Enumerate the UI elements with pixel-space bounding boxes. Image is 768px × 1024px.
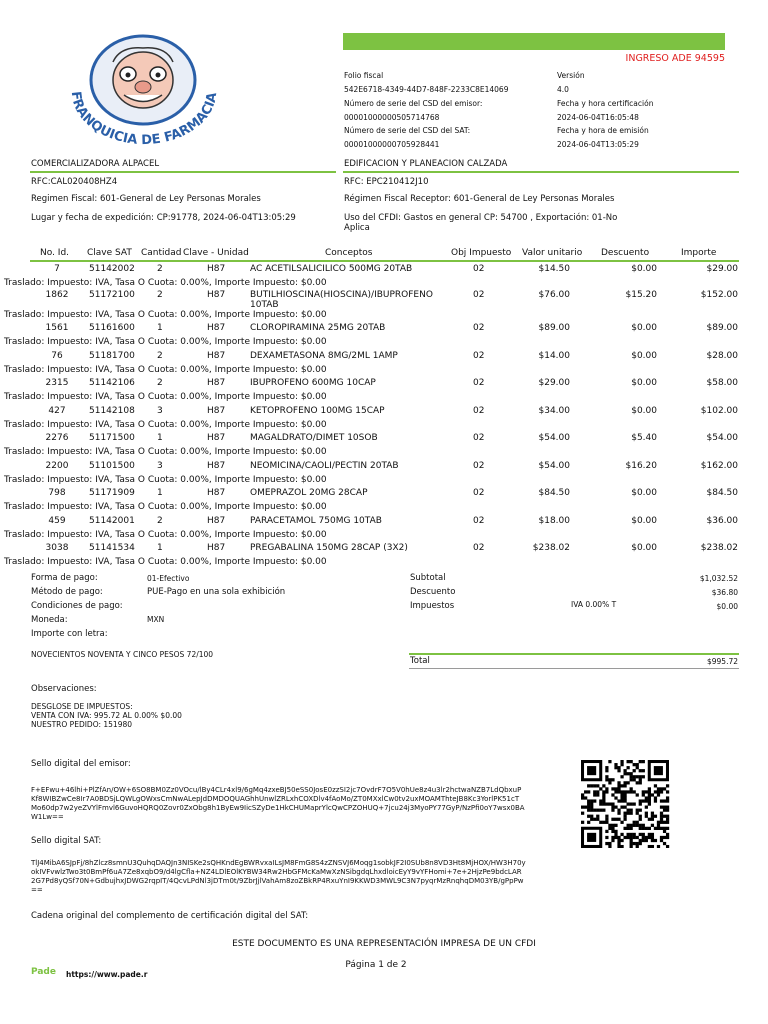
cell-importe: $89.00 (706, 323, 738, 333)
cell-concepto: IBUPROFENO 600MG 10CAP (250, 378, 376, 388)
cell-importe: $29.00 (706, 264, 738, 274)
cell-obj-impuesto: 02 (473, 350, 485, 361)
cell-valor-unitario: $89.00 (538, 323, 570, 333)
emisor-lugar: Lugar y fecha de expedición: CP:91778, 2024-06-04T13:05:29 (31, 213, 296, 223)
descuento-value: $36.80 (711, 588, 738, 597)
cell-clave-sat: 51171500 (89, 433, 135, 443)
observaciones-line3: NUESTRO PEDIDO: 151980 (31, 720, 133, 729)
emisor-divider (30, 171, 336, 173)
traslado-line: Traslado: Impuesto: IVA, Tasa O Cuota: 0.00%, Importe Impuesto: $0.00 (4, 502, 327, 512)
cell-unidad: H87 (207, 264, 226, 274)
cell-descuento: $0.00 (631, 515, 657, 526)
sello-sat-line: okIVFvwlzTwo3t0BmPf6uA7Ze8xqbO9/d4lgCfla+NZ4LDlEOlKYBW34Rw2HbGFMcKaMwXzNSibgdqLhxdloicEyY9vYFHomi+7e+2HjzPe9bdcLAR (31, 868, 522, 876)
traslado-line: Traslado: Impuesto: IVA, Tasa O Cuota: 0.00%, Importe Impuesto: $0.00 (4, 419, 327, 430)
observaciones-label: Observaciones: (31, 684, 97, 694)
cell-descuento: $0.00 (631, 323, 657, 333)
col-valor-unitario: Valor unitario (522, 248, 583, 258)
traslado-line: Traslado: Impuesto: IVA, Tasa O Cuota: 0.00%, Importe Impuesto: $0.00 (4, 557, 327, 567)
cell-concepto: CLOROPIRAMINA 25MG 20TAB (250, 323, 386, 333)
col-clave-unidad: Clave - Unidad (183, 248, 249, 258)
cell-valor-unitario: $34.00 (538, 405, 570, 416)
cell-id: 1862 (45, 289, 69, 300)
cell-concepto: BUTILHIOSCINA(HIOSCINA)/IBUPROFENO (250, 289, 433, 300)
cell-importe: $28.00 (706, 350, 738, 361)
table-row (0, 263, 768, 291)
cell-id: 3038 (45, 543, 69, 553)
cell-concepto: MAGALDRATO/DIMET 10SOB (250, 433, 378, 443)
cell-importe: $152.00 (700, 289, 738, 300)
fecha-cert-value: 2024-06-04T16:05:48 (557, 113, 639, 122)
cell-id: 2200 (45, 460, 69, 471)
cell-valor-unitario: $54.00 (538, 460, 570, 471)
cell-unidad: H87 (207, 433, 226, 443)
table-row (0, 405, 768, 433)
total-label: Total (410, 656, 430, 666)
cell-importe: $102.00 (700, 405, 738, 416)
cell-id: 7 (54, 264, 60, 274)
cell-descuento: $5.40 (631, 433, 657, 443)
cell-importe: $238.02 (700, 543, 738, 553)
table-row (0, 515, 768, 543)
table-row (0, 460, 768, 488)
cell-unidad: H87 (207, 515, 226, 526)
cell-clave-sat: 51142001 (89, 515, 135, 526)
folio-fiscal-label: Folio fiscal (344, 71, 384, 80)
cell-id: 459 (48, 515, 66, 526)
table-row (0, 432, 768, 460)
sello-sat-line: 2G7Pd8yQSf70N+GdbujhxJDWG2rqpIT/4QcvLPdNl3jDTm0t/9ZbrJjlVahAm8zoZBkRP4RxuYnI9KKWD3MWL9C3N7pyqrMzRnqhqDM03YB/gPpPw (31, 877, 524, 885)
cell-unidad: H87 (207, 323, 226, 333)
serie-emisor-value: 00001000000505714768 (344, 113, 440, 122)
cell-concepto: PARACETAMOL 750MG 10TAB (250, 515, 382, 526)
sello-emisor-line: Mo60dp7w2yeZVYlFmvl6GuvoHQRQ0Zovr0ZxObg8h1ByEw9IicSZyDe1HkCHUMaprYlcQwCPZOHUQ+7jcu24j3MyoPY77GyP/NzPfi0oY7wsx0BA (31, 804, 525, 812)
fecha-emision-label: Fecha y hora de emisión (557, 126, 649, 135)
moneda-label: Moneda: (31, 615, 68, 625)
traslado-line: Traslado: Impuesto: IVA, Tasa O Cuota: 0.00%, Importe Impuesto: $0.00 (4, 364, 327, 375)
metodo-pago-value: PUE-Pago en una sola exhibición (147, 587, 286, 597)
cell-obj-impuesto: 02 (473, 543, 485, 553)
cell-clave-sat: 51101500 (89, 460, 135, 471)
sello-emisor-line: W1Lw== (31, 813, 64, 821)
sello-sat-line: TlJ4MibA6SJpFj/8hZlcz8smnU3QuhqDAQJn3NISKe2sQHKndEgBWRvxaILsJM8FmG8S4zZNSVJ6Moqg1sobkJF2I0SUb8n8VD3Ht8MjHOX/HW3H70y (31, 859, 526, 867)
cell-descuento: $15.20 (625, 289, 657, 300)
receptor-uso-line2: Aplica (344, 223, 370, 233)
serie-sat-label: Número de serie del CSD del SAT: (344, 126, 471, 135)
table-header-divider (30, 260, 739, 262)
version-label: Versión (557, 71, 585, 80)
traslado-line: Traslado: Impuesto: IVA, Tasa O Cuota: 0.00%, Importe Impuesto: $0.00 (4, 337, 327, 347)
cell-valor-unitario: $29.00 (538, 378, 570, 388)
cell-cantidad: 2 (157, 350, 163, 361)
cell-obj-impuesto: 02 (473, 289, 485, 300)
cell-id: 2315 (45, 378, 69, 388)
sello-emisor-text (31, 786, 571, 822)
table-row (0, 487, 768, 515)
traslado-line: Traslado: Impuesto: IVA, Tasa O Cuota: 0.00%, Importe Impuesto: $0.00 (4, 392, 327, 402)
ingreso-label: INGRESO ADE 94595 (625, 53, 725, 64)
traslado-line: Traslado: Impuesto: IVA, Tasa O Cuota: 0.00%, Importe Impuesto: $0.00 (4, 474, 327, 485)
receptor-regimen: Régimen Fiscal Receptor: 601-General de Ley Personas Morales (344, 194, 615, 204)
cell-importe: $58.00 (706, 378, 738, 388)
receptor-divider (343, 171, 739, 173)
cell-clave-sat: 51181700 (89, 350, 135, 361)
cell-id: 427 (48, 405, 66, 416)
serie-sat-value: 00001000000705928441 (344, 140, 440, 149)
cell-clave-sat: 51161600 (89, 323, 135, 333)
representacion-impresa: ESTE DOCUMENTO ES UNA REPRESENTACIÓN IMPRESA DE UN CFDI (232, 939, 536, 949)
total-bottom-divider (409, 668, 739, 669)
cell-obj-impuesto: 02 (473, 264, 485, 274)
cell-unidad: H87 (207, 460, 226, 471)
logo-arc-text: FRANQUICIA DE FARMACIA (67, 90, 221, 149)
total-divider (409, 653, 739, 655)
moneda-value: MXN (147, 615, 165, 624)
cell-unidad: H87 (207, 289, 226, 300)
cell-unidad: H87 (207, 543, 226, 553)
emisor-nombre: COMERCIALIZADORA ALPACEL (31, 159, 160, 169)
condiciones-label: Condiciones de pago: (31, 601, 123, 611)
traslado-line: Traslado: Impuesto: IVA, Tasa O Cuota: 0.00%, Importe Impuesto: $0.00 (4, 309, 327, 320)
col-clave-sat: Clave SAT (87, 248, 132, 258)
cell-clave-sat: 51142106 (89, 378, 135, 388)
cell-id: 798 (48, 488, 66, 498)
cell-obj-impuesto: 02 (473, 405, 485, 416)
company-logo (58, 32, 228, 157)
serie-emisor-label: Número de serie del CSD del emisor: (344, 99, 483, 108)
sello-sat-line: == (31, 886, 43, 894)
cell-clave-sat: 51172100 (89, 289, 135, 300)
cell-descuento: $0.00 (631, 378, 657, 388)
cell-descuento: $0.00 (631, 264, 657, 274)
cell-cantidad: 1 (157, 433, 163, 443)
table-row (0, 350, 768, 378)
cell-valor-unitario: $54.00 (538, 433, 570, 443)
cell-clave-sat: 51142002 (89, 264, 135, 274)
table-row (0, 322, 768, 350)
subtotal-value: $1,032.52 (699, 574, 738, 583)
cell-concepto: OMEPRAZOL 20MG 28CAP (250, 488, 368, 498)
fecha-cert-label: Fecha y hora certificación (557, 99, 654, 108)
forma-pago-value: 01-Efectivo (147, 574, 190, 583)
total-value: $995.72 (706, 657, 738, 666)
cell-valor-unitario: $238.02 (532, 543, 570, 553)
cell-concepto: AC ACETILSALICILICO 500MG 20TAB (250, 264, 413, 274)
table-row (0, 291, 768, 323)
cell-valor-unitario: $18.00 (538, 515, 570, 526)
cell-obj-impuesto: 02 (473, 378, 485, 388)
traslado-line: Traslado: Impuesto: IVA, Tasa O Cuota: 0.00%, Importe Impuesto: $0.00 (4, 447, 327, 457)
cell-concepto: NEOMICINA/CAOLI/PECTIN 20TAB (250, 460, 399, 471)
cell-cantidad: 2 (157, 515, 163, 526)
sello-emisor-label: Sello digital del emisor: (31, 759, 131, 769)
qr-code (581, 760, 671, 848)
cell-concepto: DEXAMETASONA 8MG/2ML 1AMP (250, 350, 398, 361)
header-green-bar (343, 33, 725, 50)
cell-cantidad: 1 (157, 323, 163, 333)
cell-unidad: H87 (207, 378, 226, 388)
receptor-uso-line1: Uso del CFDI: Gastos en general CP: 54700 , Exportación: 01-No (344, 213, 618, 223)
table-row (0, 377, 768, 405)
cell-id: 76 (51, 350, 63, 361)
emisor-regimen: Regimen Fiscal: 601-General de Ley Personas Morales (31, 194, 261, 204)
cell-cantidad: 2 (157, 289, 163, 300)
cell-descuento: $0.00 (631, 488, 657, 498)
cell-concepto: PREGABALINA 150MG 28CAP (3X2) (250, 543, 408, 553)
cell-unidad: H87 (207, 488, 226, 498)
col-obj-impuesto: Obj Impuesto (451, 248, 512, 258)
subtotal-label: Subtotal (410, 573, 446, 583)
iva-label: IVA 0.00% T (571, 600, 617, 609)
col-importe: Importe (681, 248, 717, 258)
cell-cantidad: 1 (157, 488, 163, 498)
cell-valor-unitario: $76.00 (538, 289, 570, 300)
cell-descuento: $0.00 (631, 405, 657, 416)
cell-valor-unitario: $14.00 (538, 350, 570, 361)
cell-cantidad: 3 (157, 460, 163, 471)
metodo-pago-label: Método de pago: (31, 587, 103, 597)
receptor-nombre: EDIFICACION Y PLANEACION CALZADA (344, 159, 508, 169)
folio-fiscal-value: 542E6718-4349-44D7-848F-2233C8E14069 (344, 85, 509, 94)
sello-sat-text (31, 859, 571, 895)
cadena-original-label: Cadena original del complemento de certificación digital del SAT: (31, 911, 309, 921)
pade-brand: Pade (31, 967, 56, 977)
emisor-rfc: RFC:CAL020408HZ4 (31, 177, 118, 187)
cell-importe: $54.00 (706, 433, 738, 443)
sello-sat-label: Sello digital SAT: (31, 836, 102, 846)
pade-url[interactable]: https://www.pade.r (66, 970, 148, 979)
cell-cantidad: 1 (157, 543, 163, 553)
importe-letra-value: NOVECIENTOS NOVENTA Y CINCO PESOS 72/100 (31, 650, 214, 659)
cell-importe: $36.00 (706, 515, 738, 526)
col-cantidad: Cantidad (141, 248, 182, 258)
col-conceptos: Conceptos (325, 248, 373, 258)
col-descuento: Descuento (601, 248, 650, 258)
cell-clave-sat: 51142108 (89, 405, 135, 416)
cell-concepto: KETOPROFENO 100MG 15CAP (250, 405, 385, 416)
cell-obj-impuesto: 02 (473, 515, 485, 526)
cell-clave-sat: 51141534 (89, 543, 135, 553)
impuestos-label: Impuestos (410, 601, 455, 611)
cell-descuento: $16.20 (625, 460, 657, 471)
cell-unidad: H87 (207, 350, 226, 361)
sello-emisor-line: F+EFwu+46lhi+PlZfAn/OW+6SO8BM0Zz0VOcu/lBy4CLr4xl9/6gMq4zxeBJ50eSS0JosE0zzSI2jc7OvdrF7O5V0hUe8z4u3lr2hctwaNZB7LdQbxuP (31, 786, 522, 794)
observaciones-line2: VENTA CON IVA: 995.72 AL 0.00% $0.00 (31, 711, 182, 720)
cell-obj-impuesto: 02 (473, 323, 485, 333)
cell-obj-impuesto: 02 (473, 433, 485, 443)
cell-unidad: H87 (207, 405, 226, 416)
forma-pago-label: Forma de pago: (31, 573, 98, 583)
cell-importe: $84.50 (706, 488, 738, 498)
cell-clave-sat: 51171909 (89, 488, 135, 498)
cell-valor-unitario: $84.50 (538, 488, 570, 498)
cell-obj-impuesto: 02 (473, 460, 485, 471)
iva-value: $0.00 (716, 602, 738, 611)
traslado-line: Traslado: Impuesto: IVA, Tasa O Cuota: 0.00%, Importe Impuesto: $0.00 (4, 529, 327, 540)
cell-valor-unitario: $14.50 (538, 264, 570, 274)
page-number: Página 1 de 2 (345, 960, 407, 970)
cell-cantidad: 2 (157, 378, 163, 388)
col-no-id: No. Id. (40, 248, 70, 258)
version-value: 4.0 (557, 85, 569, 94)
sello-emisor-line: Kf8WIBZwCe8Ir7A0BDSjLQWLgOWxsCmNwALepJdDMDOQUAGhhUnwlZRLxhCOXDlv4fAoMo/ZT0MXxlCw0tv2uxMOAMThteJB8Kc3YorlPK51cT (31, 795, 520, 803)
cell-id: 1561 (45, 323, 69, 333)
cell-obj-impuesto: 02 (473, 488, 485, 498)
receptor-rfc: RFC: EPC210412J10 (344, 177, 429, 187)
cell-id: 2276 (45, 433, 69, 443)
fecha-emision-value: 2024-06-04T13:05:29 (557, 140, 639, 149)
cell-descuento: $0.00 (631, 350, 657, 361)
importe-letra-label: Importe con letra: (31, 629, 108, 639)
cell-descuento: $0.00 (631, 543, 657, 553)
cell-cantidad: 2 (157, 264, 163, 274)
observaciones-line1: DESGLOSE DE IMPUESTOS: (31, 702, 133, 711)
cell-importe: $162.00 (700, 460, 738, 471)
descuento-label: Descuento (410, 587, 456, 597)
cell-concepto-line2: 10TAB (250, 299, 279, 310)
table-row (0, 542, 768, 570)
cell-cantidad: 3 (157, 405, 163, 416)
traslado-line: Traslado: Impuesto: IVA, Tasa O Cuota: 0.00%, Importe Impuesto: $0.00 (4, 278, 327, 288)
